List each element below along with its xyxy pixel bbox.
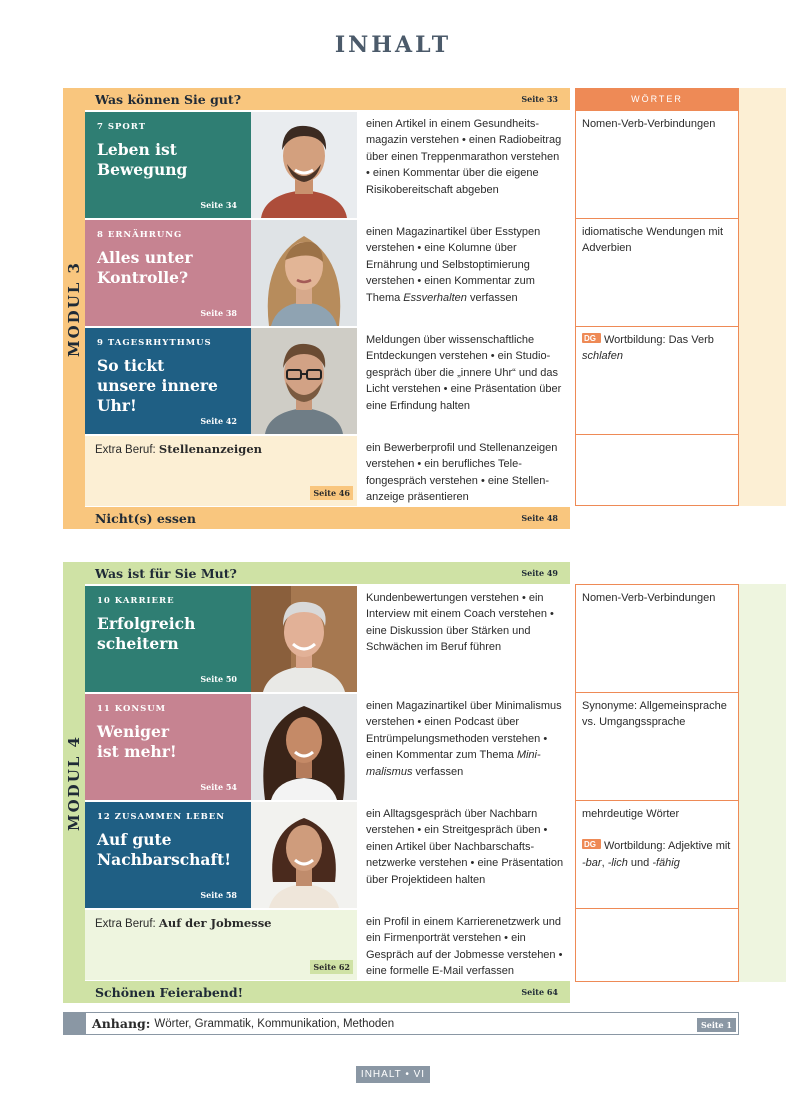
chapter-7-title: Leben ist Bewegung (97, 140, 188, 179)
chapter-8-words (575, 218, 739, 328)
modul-3-intro-title: Was können Sie gut? (95, 91, 242, 107)
modul-3-intro-page: Seite 33 (521, 94, 558, 104)
dg-icon (582, 333, 601, 343)
chapter-9-page: Seite 42 (200, 416, 237, 426)
chapter-9-number: 9 TAGESRHYTHMUS (97, 338, 212, 348)
chapter-10-words (575, 584, 739, 694)
chapter-12-photo (251, 802, 357, 908)
chapter-8-number: 8 ERNÄHRUNG (97, 230, 183, 240)
chapter-11-tile (85, 694, 251, 800)
chapter-10-tile (85, 586, 251, 692)
chapter-10[interactable] (85, 586, 357, 692)
chapter-10-title: Erfolgreich scheitern (97, 614, 196, 653)
chapter-8-goals-text-b: verfassen (466, 291, 518, 304)
chapter-8-tile (85, 220, 251, 326)
chapter-7-number: 7 SPORT (97, 122, 147, 132)
chapter-7-words (575, 110, 739, 220)
modul-3-words-column (575, 88, 739, 506)
modul-4-intro-page: Seite 49 (521, 568, 558, 578)
modul-4-extra-page: Seite 62 (310, 960, 353, 974)
modul-3-extra-page: Seite 46 (310, 486, 353, 500)
chapter-12-goals (361, 802, 570, 908)
chapter-11-photo (251, 694, 357, 800)
modul-4-extra-goals-text: ein Profil in einem Karrierenetzwerk und ein Firmenporträt verstehen • ein Gespräch auf der Jobmesse verstehen • eine formelle E-Mail verfassen (366, 916, 563, 978)
page-footer: INHALT • VI (356, 1066, 430, 1083)
chapter-12-words-text: Wortbildung: Adjektive mit (604, 840, 731, 853)
appendix-band (64, 1013, 86, 1034)
chapter-10-number: 10 KARRIERE (97, 596, 175, 606)
modul-4-outro-page: Seite 64 (521, 987, 558, 997)
chapter-12-tile (85, 802, 251, 908)
chapter-12-suffix-bar: -bar (582, 856, 602, 869)
modul-4 (63, 562, 570, 1003)
modul-3-label (63, 110, 85, 507)
chapter-9-words (575, 326, 739, 436)
chapter-7-page: Seite 34 (200, 200, 237, 210)
modul-4-extra-goals (361, 910, 570, 980)
modul-3-extra-prefix: Extra Beruf: (95, 444, 159, 456)
chapter-9-goals-text: Meldungen über wissenschaftliche Entdeckungen verstehen • ein Studiogespräch über die „innere Uhr“ und das Licht verstehen • eine Präsentation über eine Erfindung halten (366, 334, 562, 412)
modul-3-extra-title: Stellenanzeigen (158, 442, 263, 456)
modul-3-right-strip (739, 88, 786, 506)
chapter-12-goals-text: ein Alltagsgespräch über Nachbarn verstehen • ein Streitgespräch üben • einen Artikel über Nachbarschaftsnetzwerke verstehen • eine Präsentation über Projektideen halten (366, 808, 564, 886)
chapter-12-words-top: mehrdeutige Wörter (582, 808, 680, 820)
modul-3-extra-beruf[interactable] (85, 436, 357, 506)
chapter-8-photo (251, 220, 357, 326)
modul-4-extra-beruf[interactable] (85, 910, 357, 980)
chapter-12-words (575, 800, 739, 910)
chapter-8-page: Seite 38 (200, 308, 237, 318)
chapter-7-goals (361, 112, 570, 218)
chapter-12-words-and: und (627, 856, 653, 869)
chapter-11-goals-text-a: einen Magazinartikel über Minimalismus verstehen • einen Podcast über Entrümpelungsmethoden verstehen • einen Kommentar zum Thema (366, 700, 562, 762)
chapter-12-title: Auf gute Nachbarschaft! (97, 830, 232, 869)
chapter-11-page: Seite 54 (200, 782, 237, 792)
chapter-9-words-text: Wortbildung: Das Verb (604, 334, 714, 346)
appendix-text: Wörter, Grammatik, Kommunikation, Methoden (154, 1017, 395, 1030)
modul-4-extra-words (575, 908, 739, 982)
modul-3-outro-page: Seite 48 (521, 513, 558, 523)
appendix-page: Seite 1 (697, 1018, 736, 1032)
chapter-10-photo (251, 586, 357, 692)
chapter-8-title: Alles unter Kontrolle? (97, 248, 193, 287)
chapter-9-title: So tickt unsere innere Uhr! (97, 356, 218, 415)
chapter-11-title: Weniger ist mehr! (97, 722, 177, 761)
chapter-11-goals (361, 694, 570, 800)
dg-icon (582, 839, 601, 849)
modul-4-label (63, 584, 85, 981)
chapter-10-goals (361, 586, 570, 692)
chapter-7-words-text: Nomen-Verb-Verbindungen (582, 118, 716, 130)
modul-3-extra-words (575, 434, 739, 506)
modul-4-extra-title: Auf der Jobmesse (158, 916, 272, 930)
chapter-12-words-sep: , (601, 856, 608, 869)
chapter-12[interactable] (85, 802, 357, 908)
appendix-title: Anhang: (92, 1016, 151, 1031)
page-title: INHALT (334, 32, 452, 58)
modul-3-extra-goals (361, 436, 570, 506)
chapter-9[interactable] (85, 328, 357, 434)
modul-4-intro[interactable] (63, 562, 570, 584)
modul-4-extra-prefix: Extra Beruf: (95, 918, 159, 930)
modul-4-outro-title: Schönen Feierabend! (95, 984, 244, 1000)
chapter-11-words-text: Synonyme: Allgemeinsprache vs. Umgangssprache (582, 700, 727, 729)
modul-3-extra-goals-text: ein Bewerberprofil und Stellenanzeigen verstehen • ein berufliches Telefongespräch verstehen • eine Stellenanzeige präsentieren (366, 442, 558, 504)
chapter-12-page: Seite 58 (200, 890, 237, 900)
chapter-7[interactable] (85, 112, 357, 218)
chapter-11-goals-topic: Minimalismus (366, 749, 541, 778)
chapter-8-words-text: idiomatische Wendungen mit Adverbien (582, 226, 724, 255)
modul-3-label-text: MODUL 3 (65, 260, 83, 357)
chapter-10-words-text: Nomen-Verb-Verbindungen (582, 592, 716, 604)
chapter-9-goals (361, 328, 570, 434)
chapter-9-tile (85, 328, 251, 434)
modul-4-right-strip (739, 584, 786, 982)
chapter-8[interactable] (85, 220, 357, 326)
chapter-12-suffix-lich: -lich (607, 856, 628, 869)
chapter-12-suffix-faehig: -fähig (652, 856, 680, 869)
words-header: WÖRTER (575, 88, 739, 110)
modul-4-outro[interactable] (63, 981, 570, 1003)
chapter-10-page: Seite 50 (200, 674, 237, 684)
modul-4-intro-title: Was ist für Sie Mut? (95, 565, 237, 581)
chapter-11-goals-text-b: verfassen (412, 765, 464, 778)
chapter-7-photo (251, 112, 357, 218)
modul-4-words-column (575, 584, 739, 982)
chapter-12-number: 12 ZUSAMMEN LEBEN (97, 812, 226, 822)
appendix-row[interactable] (63, 1012, 739, 1035)
chapter-7-tile (85, 112, 251, 218)
chapter-8-goals-text-a: einen Magazinartikel über Esstypen verstehen • eine Kolumne über Ernährung und Selbstoptimierung verstehen • einen Kommentar zum Thema (366, 226, 541, 304)
chapter-9-photo (251, 328, 357, 434)
chapter-8-goals (361, 220, 570, 326)
modul-3-outro[interactable] (63, 507, 570, 529)
chapter-11[interactable] (85, 694, 357, 800)
modul-3-intro[interactable] (63, 88, 570, 110)
modul-3-outro-title: Nicht(s) essen (95, 510, 196, 526)
chapter-7-goals-text: einen Artikel in einem Gesundheitsmagazin verstehen • einen Radiobeitrag über einen Treppenmarathon verstehen • einen Kommentar über die eigene Risikobereitschaft abgeben (366, 118, 562, 196)
chapter-11-words (575, 692, 739, 802)
chapter-9-words-verb: schlafen (582, 350, 623, 363)
chapter-8-goals-topic: Essverhalten (403, 291, 467, 304)
modul-3 (63, 88, 570, 529)
chapter-10-goals-text: Kundenbewertungen verstehen • ein Interview mit einem Coach verstehen • eine Diskussion über Stärken und Schwächen im Beruf führen (366, 592, 554, 654)
chapter-11-number: 11 KONSUM (97, 704, 167, 714)
modul-4-label-text: MODUL 4 (65, 734, 83, 831)
